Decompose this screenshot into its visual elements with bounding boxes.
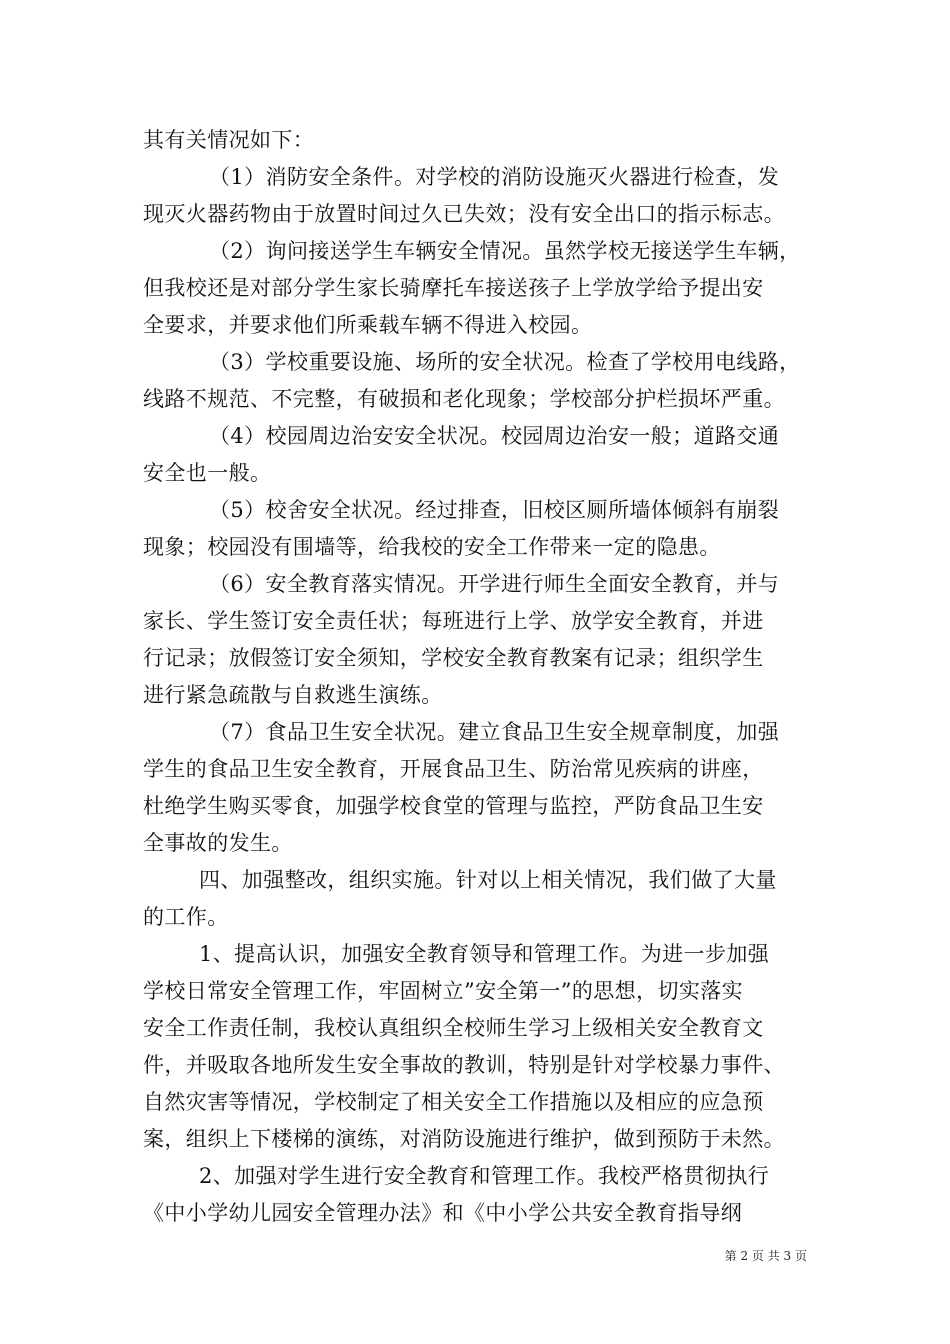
text-line: （4）校园周边治安安全状况。校园周边治安一般；道路交通 — [209, 424, 780, 448]
text-line: 进行紧急疏散与自救逃生演练。 — [143, 683, 443, 707]
text-line: （1）消防安全条件。对学校的消防设施灭火器进行检查，发 — [209, 165, 780, 189]
text-line: 行记录；放假签订安全须知，学校安全教育教案有记录；组织学生 — [143, 646, 764, 670]
text-line: （7）食品卫生安全状况。建立食品卫生安全规章制度，加强 — [209, 720, 780, 744]
text-line: 1、提高认识，加强安全教育领导和管理工作。为进一步加强 — [199, 942, 770, 966]
document-body — [143, 122, 808, 1232]
text-line: 现象；校园没有围墙等，给我校的安全工作带来一定的隐患。 — [143, 535, 721, 559]
text-line: （5）校舍安全状况。经过排查，旧校区厕所墙体倾斜有崩裂 — [209, 498, 780, 522]
text-line: 的工作。 — [143, 905, 229, 929]
text-line: （6）安全教育落实情况。开学进行师生全面安全教育，并与 — [209, 572, 780, 596]
text-line: 线路不规范、不完整，有破损和老化现象；学校部分护栏损坏严重。 — [143, 387, 785, 411]
text-line: 杜绝学生购买零食，加强学校食堂的管理与监控，严防食品卫生安 — [143, 794, 764, 818]
text-line: 现灭火器药物由于放置时间过久已失效；没有安全出口的指示标志。 — [143, 202, 785, 226]
text-line: （2）询问接送学生车辆安全情况。虽然学校无接送学生车辆， — [209, 239, 801, 263]
text-line: 案，组织上下楼梯的演练，对消防设施进行维护，做到预防于未然。 — [143, 1127, 785, 1151]
text-line: 全要求，并要求他们所乘载车辆不得进入校园。 — [143, 313, 593, 337]
text-line: 安全也一般。 — [143, 461, 272, 485]
text-line: 学生的食品卫生安全教育，开展食品卫生、防治常见疾病的讲座， — [143, 757, 764, 781]
text-line: 件，并吸取各地所发生安全事故的教训，特别是针对学校暴力事件、 — [143, 1053, 785, 1077]
text-line: 《中小学幼儿园安全管理办法》和《中小学公共安全教育指导纲 — [143, 1201, 743, 1225]
page-number: 第 2 页 共 3 页 — [724, 1249, 807, 1263]
text-line: 但我校还是对部分学生家长骑摩托车接送孩子上学放学给予提出安 — [143, 276, 764, 300]
text-line: 全事故的发生。 — [143, 831, 293, 855]
text-line: 学校日常安全管理工作，牢固树立”安全第一”的思想，切实落实 — [143, 979, 744, 1003]
text-line: 四、加强整改，组织实施。针对以上相关情况，我们做了大量 — [199, 868, 777, 892]
text-line: 安全工作责任制，我校认真组织全校师生学习上级相关安全教育文 — [143, 1016, 764, 1040]
text-line: 2、加强对学生进行安全教育和管理工作。我校严格贯彻执行 — [199, 1164, 770, 1188]
text-line: 家长、学生签订安全责任状；每班进行上学、放学安全教育，并进 — [143, 609, 764, 633]
text-line: 自然灾害等情况，学校制定了相关安全工作措施以及相应的应急预 — [143, 1090, 764, 1114]
text-line: 其有关情况如下： — [143, 128, 315, 152]
text-line: （3）学校重要设施、场所的安全状况。检查了学校用电线路， — [209, 350, 801, 374]
